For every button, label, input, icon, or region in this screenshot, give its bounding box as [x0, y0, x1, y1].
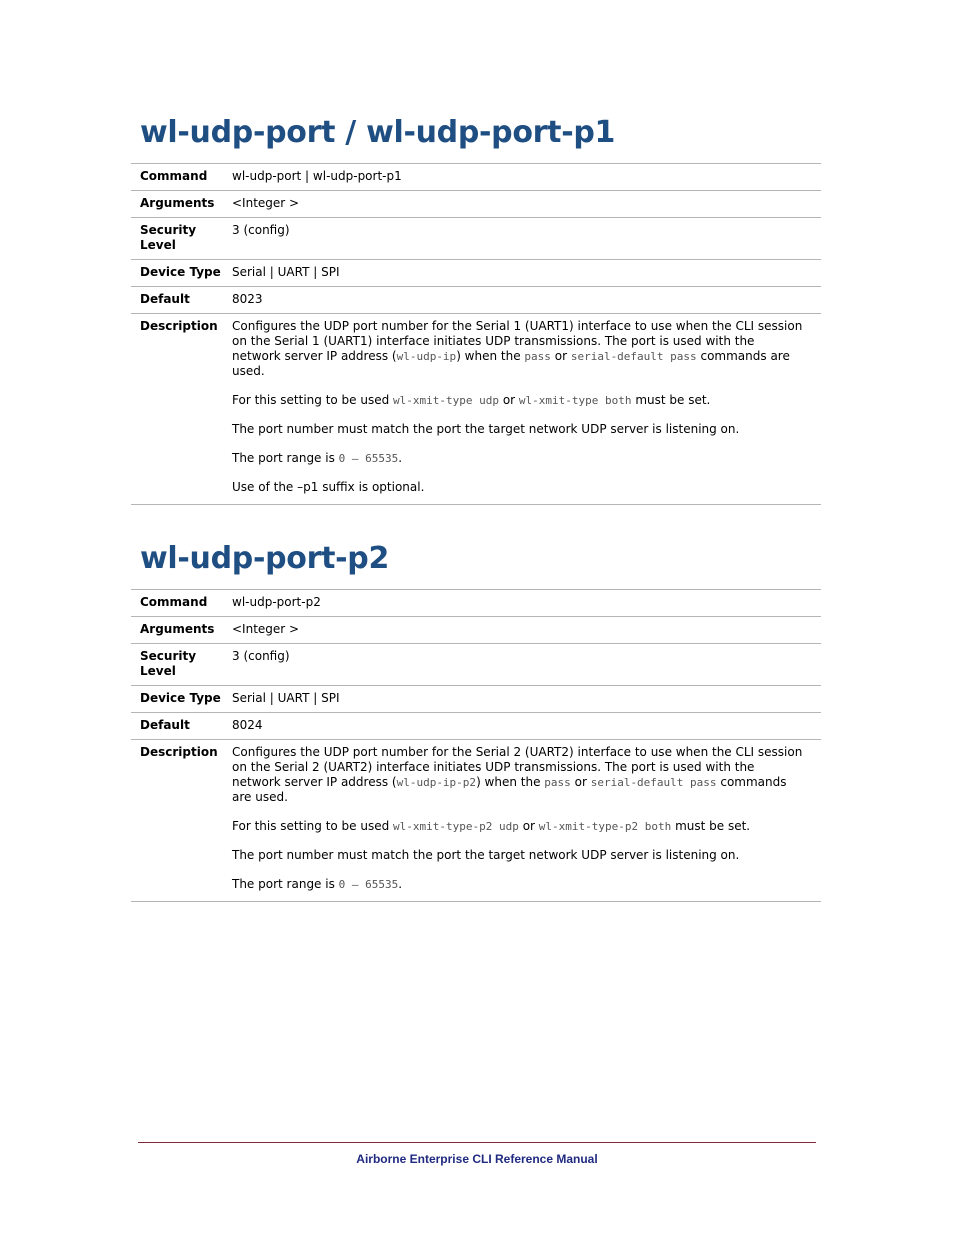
inline-code: wl-udp-ip-p2: [396, 776, 477, 789]
security-level-value: 3 (config): [232, 218, 821, 260]
table-row: [131, 287, 821, 314]
inline-code: pass: [524, 350, 551, 363]
row-label: Default: [131, 287, 232, 314]
description-paragraph: Configures the UDP port number for the Serial 1 (UART1) interface to use when the CLI session on the Serial 1 (UART1) interface initiates UDP transmissions. The port is used with the network server IP address (wl-udp-ip) when the pass or serial-default pass commands are used.: [232, 319, 803, 378]
row-label: [131, 218, 232, 260]
section-title: wl-udp-port-p2: [140, 541, 390, 576]
row-label: [131, 644, 232, 686]
table-row: [131, 686, 821, 713]
inline-code: wl-xmit-type both: [518, 394, 632, 407]
inline-code: wl-xmit-type udp: [393, 394, 500, 407]
section-wl-udp-port: [131, 111, 821, 505]
description-paragraph: For this setting to be used wl-xmit-type udp or wl-xmit-type both must be set.: [232, 393, 711, 407]
label-line: Security: [140, 649, 197, 663]
table-row: [131, 644, 821, 686]
command-spec-table: [131, 589, 821, 902]
device-type-value: Serial | UART | SPI: [232, 686, 821, 713]
command-spec-table: [131, 163, 821, 505]
description-paragraph: The port number must match the port the target network UDP server is listening on.: [232, 422, 740, 436]
default-value: 8023: [232, 287, 821, 314]
inline-code: 0 – 65535: [338, 452, 399, 465]
table-row: [131, 191, 821, 218]
row-label: Description: [131, 740, 232, 902]
inline-code: wl-xmit-type-p2 udp: [393, 820, 519, 833]
inline-code: wl-xmit-type-p2 both: [538, 820, 672, 833]
table-row: [131, 740, 821, 902]
row-label: Arguments: [131, 191, 232, 218]
table-row: [131, 617, 821, 644]
command-value: wl-udp-port-p2: [232, 590, 821, 617]
row-label: Command: [131, 164, 232, 191]
section-wl-udp-port-p2: [131, 537, 821, 902]
security-level-value: 3 (config): [232, 644, 821, 686]
row-label: Command: [131, 590, 232, 617]
description-paragraph: Use of the –p1 suffix is optional.: [232, 480, 425, 494]
inline-code: serial-default pass: [590, 776, 717, 789]
row-label: Default: [131, 713, 232, 740]
row-label: Description: [131, 314, 232, 505]
label-line: Security: [140, 223, 197, 237]
section-title: wl-udp-port / wl-udp-port-p1: [140, 115, 616, 150]
row-label: Device Type: [131, 260, 232, 287]
table-row: [131, 590, 821, 617]
label-line: Level: [140, 238, 176, 252]
description-paragraph: The port number must match the port the target network UDP server is listening on.: [232, 848, 740, 862]
table-row: [131, 713, 821, 740]
inline-code: wl-udp-ip: [396, 350, 457, 363]
arguments-value: <Integer >: [232, 191, 821, 218]
table-row: [131, 218, 821, 260]
table-row: [131, 314, 821, 505]
description-paragraph: The port range is 0 – 65535.: [232, 451, 403, 465]
table-row: [131, 260, 821, 287]
inline-code: serial-default pass: [570, 350, 697, 363]
table-row: [131, 164, 821, 191]
row-label: Device Type: [131, 686, 232, 713]
footer-divider: [138, 1142, 816, 1143]
footer-manual-title: Airborne Enterprise CLI Reference Manual: [356, 1152, 598, 1166]
device-type-value: Serial | UART | SPI: [232, 260, 821, 287]
inline-code: 0 – 65535: [338, 878, 399, 891]
description-value: [232, 740, 821, 902]
command-value: wl-udp-port | wl-udp-port-p1: [232, 164, 821, 191]
inline-code: pass: [544, 776, 571, 789]
arguments-value: <Integer >: [232, 617, 821, 644]
description-paragraph: The port range is 0 – 65535.: [232, 877, 403, 891]
description-paragraph: For this setting to be used wl-xmit-type-p2 udp or wl-xmit-type-p2 both must be set.: [232, 819, 751, 833]
row-label: Arguments: [131, 617, 232, 644]
default-value: 8024: [232, 713, 821, 740]
description-paragraph: Configures the UDP port number for the Serial 2 (UART2) interface to use when the CLI session on the Serial 2 (UART2) interface initiates UDP transmissions. The port is used with the network server IP address (wl-udp-ip-p2) when the pass or serial-default pass commands are used.: [232, 745, 803, 804]
label-line: Level: [140, 664, 176, 678]
description-value: [232, 314, 821, 505]
